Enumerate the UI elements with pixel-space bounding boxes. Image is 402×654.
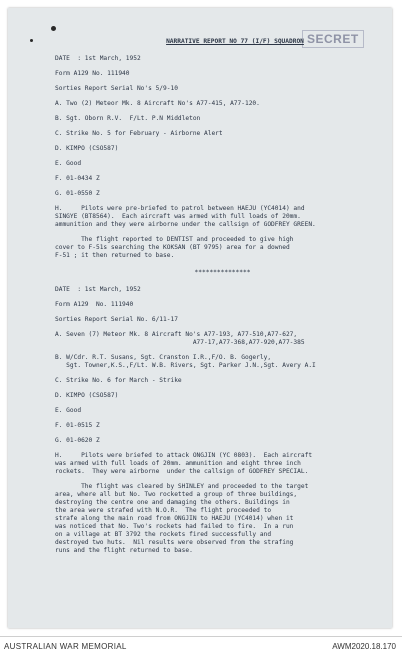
report2-item-h: rockets. They were airborne under the callsign of GODFREY SPECIAL. [55,468,309,475]
report2-paragraph: destroyed two huts. Nil results were observed from the strafing [55,539,294,546]
report2-item-b: B. W/Cdr. R.T. Susans, Sgt. Cranston I.R.,F/O. B. Gogerly, [55,354,272,361]
report1-item-a: A. Two (2) Meteor Mk. 8 Aircraft No's A77-415, A77-120. [55,100,260,107]
report2-item-h: H. Pilots were briefed to attack ONGJIN (YC 0803). Each aircraft [55,452,313,459]
report-title: NARRATIVE REPORT NO 77 (I/F) SQUADRON [166,38,304,45]
punch-hole-mark [30,39,33,42]
report2-paragraph: area, where all but No. Two rocketted a group of three buildings, [55,491,298,498]
report1-item-f: F. 01-0434 Z [55,175,100,182]
report2-paragraph: was noticed that No. Two's rockets had failed to fire. In a run [55,523,294,530]
secret-stamp: SECRET [302,30,364,48]
report1-item-b: B. Sgt. Oborn R.V. F/Lt. P.N Middleton [55,115,201,122]
report2-paragraph: strafe along the main road from ONGJIN to HAEJU (YC4014) when it [55,515,294,522]
report1-item-c: C. Strike No. 5 for February - Airborne Alert [55,130,223,137]
report2-item-h: was armed with full loads of 20mm. ammunition and eight three inch [55,460,301,467]
report1-date: DATE : 1st March, 1952 [55,55,141,62]
report1-item-h: SINGYE (BT8564). Each aircraft was armed with full loads of 20mm. [55,213,301,220]
report2-date: DATE : 1st March, 1952 [55,286,141,293]
report2-paragraph: destroying the centre one and damaging the others. Buildings in [55,499,290,506]
report2-form: Form A129 No. 111940 [55,301,134,308]
report2-paragraph: on a village at BT 3792 the rockets fired successfully and [55,531,272,538]
punch-hole-mark [51,26,56,31]
report1-item-e: E. Good [55,160,82,167]
report1-item-h: ammunition and they were airborne under the callsign of GODFREY GREEN. [55,221,316,228]
report2-item-g: G. 01-0620 Z [55,437,100,444]
report2-paragraph: runs and the flight returned to base. [55,547,193,554]
report1-form: Form A129 No. 111940 [55,70,130,77]
section-separator: *************** [194,269,251,276]
report1-paragraph: The flight reported to DENTIST and proceeded to give high [55,236,294,243]
footer-bar [0,636,402,654]
footer-institution: AUSTRALIAN WAR MEMORIAL [4,642,127,651]
report1-sorties: Sorties Report Serial No's 5/9-10 [55,85,178,92]
report2-paragraph: The flight was cleared by SHINLEY and proceeded to the target [55,483,309,490]
report2-item-f: F. 01-0515 Z [55,422,100,429]
report-text [55,38,390,555]
report2-paragraph: the area were strafed with N.O.R. The flight proceeded to [55,507,272,514]
report1-item-h: H. Pilots were pre-briefed to patrol between HAEJU (YC4014) and [55,205,305,212]
report2-item-d: D. KIMPO (CSO587) [55,392,119,399]
report2-item-e: E. Good [55,407,82,414]
report1-paragraph: F-51 ; it then returned to base. [55,252,175,259]
report1-item-g: G. 01-0550 Z [55,190,100,197]
report2-sorties: Sorties Report Serial No. 6/11-17 [55,316,178,323]
report2-item-a: A. Seven (7) Meteor Mk. 8 Aircraft No's A77-193, A77-510,A77-627, [55,331,298,338]
report1-item-d: D. KIMPO (CSO587) [55,145,119,152]
report2-item-c: C. Strike No. 6 for March - Strike [55,377,182,384]
footer-accession-number: AWM2020.18.170 [332,642,396,651]
report1-paragraph: cover to F-51s searching the KOKSAN (BT 9795) area for a downed [55,244,290,251]
report2-item-b: Sgt. Towner,K.S.,F/Lt. W.B. Rivers, Sgt. Parker J.N.,Sgt. Avery A.I [55,362,316,369]
report2-item-a: A77-17,A77-368,A77-920,A77-385 [55,339,305,346]
